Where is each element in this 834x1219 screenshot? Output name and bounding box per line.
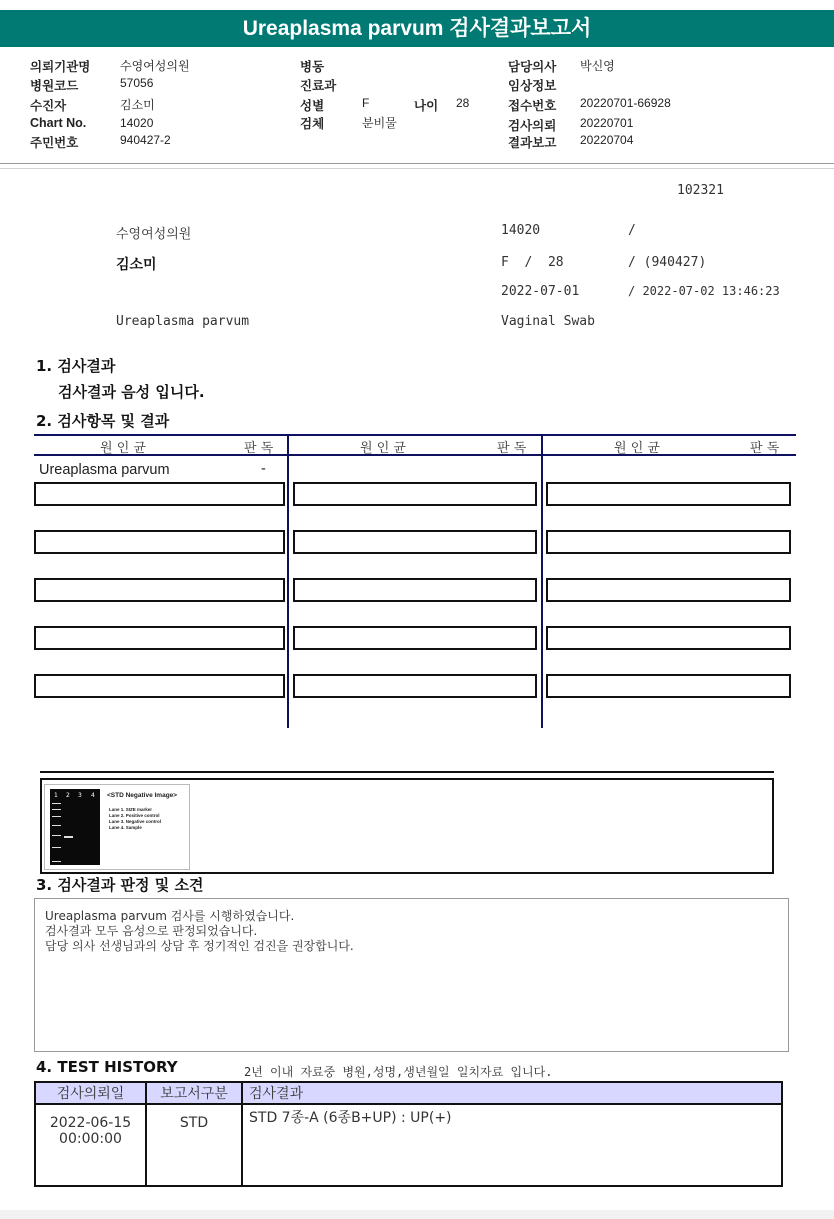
report-date-value: 20220704 — [580, 133, 634, 147]
result-box — [546, 626, 791, 650]
section2-title: 2. 검사항목 및 결과 — [36, 412, 170, 430]
gel-band — [52, 803, 61, 804]
doctor-value: 박신영 — [580, 59, 615, 73]
chart-no-value: 14020 — [120, 116, 154, 130]
result-box — [34, 530, 285, 554]
gel-band — [52, 861, 61, 862]
col2-pathogen-header: 원 인 균 — [360, 441, 406, 456]
institution-label: 의뢰기관명 — [30, 60, 91, 74]
gel-band — [52, 809, 61, 810]
department-label: 진료과 — [300, 79, 337, 93]
gel-lane-label: Lane 1. SIZE marker — [109, 807, 153, 812]
sheet-slash: / — [628, 223, 636, 238]
results-header-rule — [34, 454, 796, 456]
gel-band — [52, 825, 61, 826]
result-box — [546, 578, 791, 602]
clinical-info-label: 임상정보 — [508, 79, 557, 93]
history-note: 2년 이내 자료중 병원,성명,생년월일 일치자료 입니다. — [244, 1065, 553, 1079]
report-title: Ureaplasma parvum 검사결과보고서 — [0, 10, 834, 47]
hospital-code-label: 병원코드 — [30, 79, 79, 93]
history-table — [34, 1081, 783, 1187]
col3-pathogen-header: 원 인 균 — [614, 441, 660, 456]
result-box — [546, 530, 791, 554]
section3-title: 3. 검사결과 판정 및 소견 — [36, 876, 204, 894]
history-type: STD — [146, 1104, 242, 1186]
result-box — [293, 578, 537, 602]
lane-number: 1 — [54, 792, 58, 799]
sheet-institution: 수영여성의원 — [116, 227, 192, 242]
opinion-line: 검사결과 모두 음성으로 판정되었습니다. — [45, 924, 258, 938]
result-box — [546, 482, 791, 506]
opinion-line: Ureaplasma parvum 검사를 시행하였습니다. — [45, 909, 295, 923]
ward-label: 병동 — [300, 60, 325, 74]
result-box — [34, 626, 285, 650]
lane-number: 2 — [66, 792, 70, 799]
result-box — [293, 530, 537, 554]
opinion-line: 담당 의사 선생님과의 상담 후 정기적인 검진을 권장합니다. — [45, 939, 354, 953]
report-date-label: 결과보고 — [508, 136, 557, 150]
sheet-birth: / (940427) — [628, 255, 707, 270]
request-date-label: 검사의뢰 — [508, 119, 557, 133]
history-col-type: 보고서구분 — [146, 1082, 242, 1104]
header-divider — [0, 163, 834, 164]
section1-title: 1. 검사결과 — [36, 357, 116, 375]
receipt-no-label: 접수번호 — [508, 99, 557, 113]
sheet-sex-age: F / 28 — [501, 255, 564, 270]
gel-band — [52, 835, 61, 836]
sex-label: 성별 — [300, 99, 325, 113]
gel-lane-label: Lane 3. Negative control — [109, 819, 162, 824]
doctor-label: 담당의사 — [508, 60, 557, 74]
result-box — [546, 674, 791, 698]
patient-value: 김소미 — [120, 98, 155, 112]
history-col-date: 검사의뢰일 — [35, 1082, 146, 1104]
gel-title: <STD Negative Image> — [107, 792, 178, 799]
gel-lane-label: Lane 2. Positive control — [109, 813, 160, 818]
history-header-row — [35, 1082, 782, 1104]
result-box — [34, 482, 285, 506]
result-box — [293, 674, 537, 698]
col3-reading-header: 판 독 — [750, 441, 780, 456]
history-date: 2022-06-15 — [49, 1115, 132, 1131]
sheet-request-date: 2022-07-01 — [501, 284, 580, 299]
results-top-rule — [34, 434, 796, 436]
result-box — [34, 674, 285, 698]
receipt-no-value: 20220701-66928 — [580, 96, 671, 110]
opinion-box — [34, 898, 789, 1052]
specimen-label: 검체 — [300, 117, 325, 131]
result-box — [293, 626, 537, 650]
age-value: 28 — [456, 96, 470, 110]
result-item-reading: - — [261, 461, 266, 477]
gel-band — [52, 847, 61, 848]
history-time: 00:00:00 — [59, 1131, 122, 1147]
gel-band — [64, 836, 73, 838]
table-row — [35, 1104, 782, 1186]
resident-no-label: 주민번호 — [30, 136, 79, 150]
results-col-divider-1 — [287, 434, 289, 728]
col1-pathogen-header: 원 인 균 — [100, 441, 146, 456]
gel-band — [52, 816, 61, 817]
gel-photo — [50, 789, 100, 865]
request-date-value: 20220701 — [580, 116, 634, 130]
sheet-specimen: Vaginal Swab — [501, 314, 595, 329]
gel-lane-label: Lane 4. Sample — [109, 825, 142, 830]
chart-no-label: Chart No. — [30, 116, 87, 130]
col2-reading-header: 판 독 — [497, 441, 527, 456]
result-item-name: Ureaplasma parvum — [39, 462, 170, 478]
section1-result: 검사결과 음성 입니다. — [58, 383, 205, 401]
history-col-result: 검사결과 — [242, 1082, 782, 1104]
resident-no-value: 940427-2 — [120, 133, 171, 147]
institution-value: 수영여성의원 — [120, 59, 190, 73]
header-divider-shadow — [0, 168, 834, 169]
results-col-divider-2 — [541, 434, 543, 728]
sex-value: F — [362, 96, 370, 110]
age-label: 나이 — [414, 99, 439, 113]
sheet-chart-no: 14020 — [501, 223, 541, 238]
history-result: STD 7종-A (6종B+UP) : UP(+) — [242, 1104, 782, 1186]
history-date-cell — [35, 1104, 146, 1186]
gel-top-rule — [40, 771, 774, 773]
hospital-code-value: 57056 — [120, 76, 154, 90]
section4-title: 4. TEST HISTORY — [36, 1058, 178, 1076]
lane-number: 4 — [91, 792, 95, 799]
sheet-test-name: Ureaplasma parvum — [116, 314, 250, 329]
lane-number: 3 — [78, 792, 82, 799]
specimen-value: 분비물 — [362, 116, 397, 130]
result-box — [293, 482, 537, 506]
result-box — [34, 578, 285, 602]
col1-reading-header: 판 독 — [244, 441, 274, 456]
sheet-report-datetime: / 2022-07-02 13:46:23 — [628, 284, 780, 298]
sheet-number: 102321 — [677, 183, 724, 198]
gel-image — [44, 784, 190, 870]
sheet-patient: 김소미 — [116, 257, 157, 273]
patient-label: 수진자 — [30, 99, 67, 113]
